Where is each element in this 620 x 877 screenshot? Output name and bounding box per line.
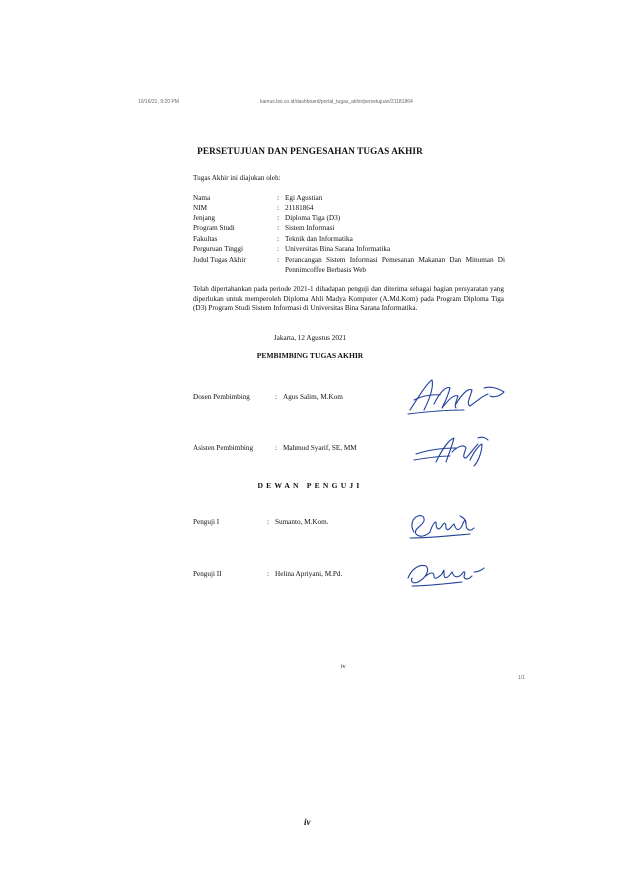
field-label: Penguji II	[193, 570, 222, 578]
intro-text: Tugas Akhir ini diajukan oleh:	[193, 174, 281, 182]
pembimbing-heading: PEMBIMBING TUGAS AKHIR	[256, 351, 364, 360]
field-row-program-studi: Program Studi : Sistem Informasi	[193, 224, 505, 234]
field-label: Penguji I	[193, 518, 220, 526]
field-value: Agus Salim, M.Kom	[283, 393, 343, 401]
penguji-2-row: Penguji II : Helina Apriyani, M.Pd.	[193, 570, 343, 578]
field-row-fakultas: Fakultas : Teknik dan Informatika	[193, 235, 505, 245]
field-row-nama: Nama : Egi Agustian	[193, 194, 505, 204]
inner-page-number: iv	[341, 664, 346, 670]
field-label: NIM	[193, 204, 207, 212]
signature-penguji-1	[404, 508, 484, 542]
penguji-heading: DEWAN PENGUJI	[257, 481, 363, 490]
document-title: PERSETUJUAN DAN PENGESAHAN TUGAS AKHIR	[197, 146, 423, 156]
field-label: Program Studi	[193, 224, 235, 232]
field-value: Teknik dan Informatika	[285, 235, 353, 243]
page-counter: 1/1	[518, 675, 525, 681]
field-value: Helina Apriyani, M.Pd.	[275, 570, 343, 578]
field-value: Egi Agustian	[285, 194, 323, 202]
approval-paragraph: Telah dipertahankan pada periode 2021-1 dihadapan penguji dan diterima sebagai bagian persyaratan yang diperlukan untuk memperoleh Diploma Ahli Madya Komputer (A.Md.Kom) pada Program Diploma Tiga (D3) Program Studi Sistem Informasi di Universitas Bina Sarana Informatika.	[193, 285, 504, 313]
field-label: Nama	[193, 194, 211, 202]
field-label: Fakultas	[193, 235, 218, 243]
place-date: Jakarta, 12 Agustus 2021	[273, 334, 347, 342]
signature-dosen-pembimbing	[404, 374, 514, 418]
dosen-pembimbing-row: Dosen Pembimbing : Agus Salim, M.Kom	[193, 393, 343, 401]
field-value: Sumanto, M.Kom.	[275, 518, 329, 526]
field-label: Perguruan Tinggi	[193, 245, 243, 253]
print-timestamp: 10/16/21, 9:20 PM	[138, 99, 179, 105]
page-number: iv	[304, 817, 311, 827]
field-row-perguruan-tinggi: Perguruan Tinggi : Universitas Bina Sarana Informatika	[193, 245, 505, 255]
field-label: Asisten Pembimbing	[193, 444, 254, 452]
field-row-judul: Judul Tugas Akhir : Perancangan Sistem Informasi Pemesanan Makanan Dan Minuman Di Pennimcoffee Berbasis Web	[193, 256, 505, 274]
print-url: kamus.bsi.co.id/dashboard/portal_tugas_akhir/persetujuan/21181864	[260, 99, 413, 105]
signature-penguji-2	[404, 558, 486, 590]
signature-asisten-pembimbing	[412, 432, 492, 468]
field-label: Dosen Pembimbing	[193, 393, 250, 401]
field-row-jenjang: Jenjang : Diploma Tiga (D3)	[193, 214, 505, 224]
field-label: Jenjang	[193, 214, 215, 222]
asisten-pembimbing-row: Asisten Pembimbing : Mahmud Syarif, SE, MM	[193, 444, 357, 452]
field-value: 21181864	[285, 204, 314, 212]
field-value: Mahmud Syarif, SE, MM	[283, 444, 357, 452]
field-label: Judul Tugas Akhir	[193, 256, 246, 264]
field-row-nim: NIM : 21181864	[193, 204, 505, 214]
field-value: Diploma Tiga (D3)	[285, 214, 341, 222]
field-value: Universitas Bina Sarana Informatika	[285, 245, 391, 253]
field-value: Sistem Informasi	[285, 224, 335, 232]
penguji-1-row: Penguji I : Sumanto, M.Kom.	[193, 518, 329, 526]
field-value: Perancangan Sistem Informasi Pemesanan Makanan Dan Minuman Di Pennimcoffee Berbasis Web	[285, 256, 505, 274]
